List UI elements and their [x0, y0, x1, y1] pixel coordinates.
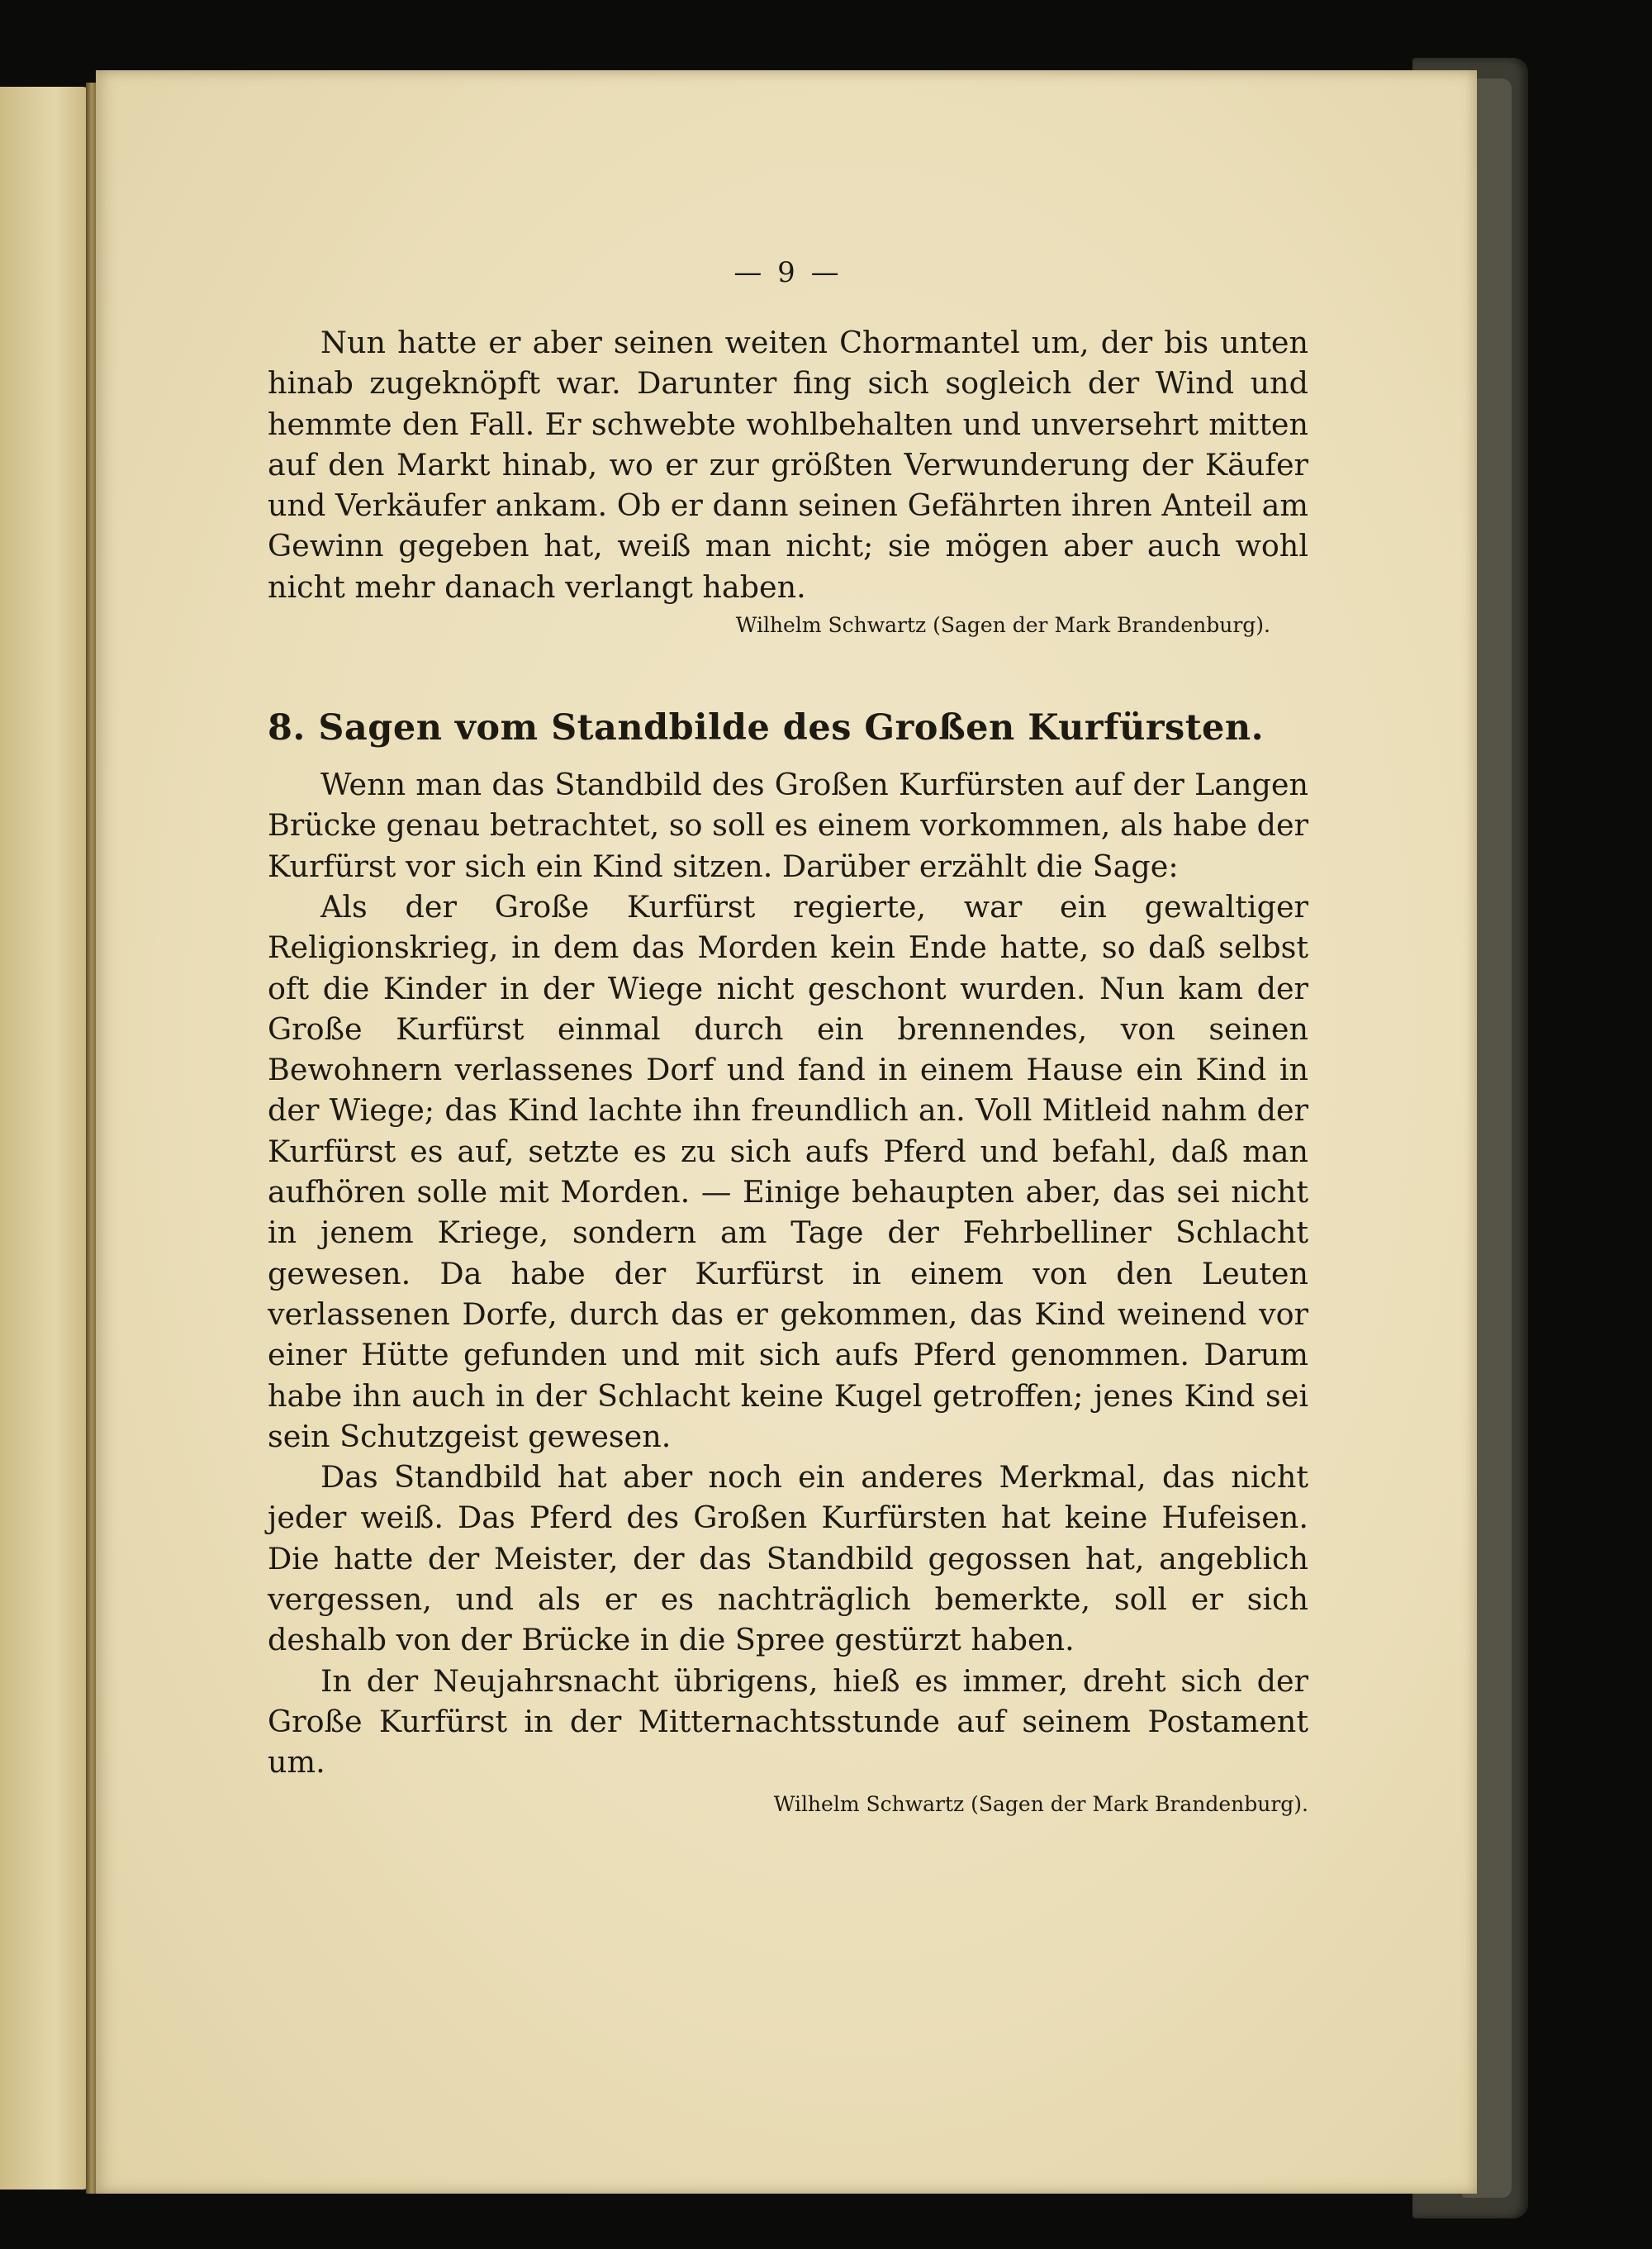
- paragraph-hufeisen: Das Standbild hat aber noch ein anderes Merkmal, das nicht jeder weiß. Das Pferd des Großen Kurfürsten hat keine Hufeisen. Die hatte der Meister, der das Standbild gegossen hat, angeblich vergessen, und als er es nachträglich bemerkte, soll er sich deshalb von der Brücke in die Spree gestürzt haben.: [268, 1459, 1308, 1658]
- page-text: [268, 256, 1308, 1819]
- paragraph-standbild-intro: Wenn man das Standbild des Großen Kurfürsten auf der Langen Brücke genau betrachtet, so soll es einem vorkommen, als habe der Kurfürst vor sich ein Kind sitzen. Darüber erzählt die Sage:: [268, 767, 1308, 884]
- paragraph-chormantel: Nun hatte er aber seinen weiten Chormantel um, der bis unten hinab zugeknöpft war. Darunter fing sich sogleich der Wind und hemmte den Fall. Er schwebte wohlbehalten und unversehrt mitten auf den Markt hinab, wo er zur größten Verwunderung der Käufer und Verkäufer ankam. Ob er dann seinen Gefährten ihren Anteil am Gewinn gegeben hat, weiß man nicht; sie mögen aber auch wohl nicht mehr danach verlangt haben.: [268, 325, 1308, 605]
- previous-page-edge: [0, 87, 91, 2190]
- attribution-source: Wilhelm Schwartz (Sagen der Mark Brandenburg).: [735, 613, 1270, 638]
- paragraph-neujahrsnacht: In der Neujahrsnacht übrigens, hieß es immer, dreht sich der Große Kurfürst in der Mitternachtsstunde auf seinem Postament um.: [268, 1662, 1308, 1781]
- section-heading: 8. Sagen vom Standbilde des Großen Kurfürsten.: [268, 707, 1265, 749]
- page-number: — 9 —: [733, 256, 843, 289]
- paragraph-religionskrieg: Als der Große Kurfürst regierte, war ein gewaltiger Religionskrieg, in dem das Morden kein Ende hatte, so daß selbst oft die Kinder in der Wiege nicht geschont wurden. Nun kam der Große Kurfürst einmal durch ein brennendes, von seinen Bewohnern verlassenes Dorf und fand in einem Hause ein Kind in der Wiege; das Kind lachte ihn freundlich an. Voll Mitleid nahm der Kurfürst es auf, setzte es zu sich aufs Pferd und befahl, daß man aufhören solle mit Morden. — Einige behaupten aber, das sei nicht in jenem Kriege, sondern am Tage der Fehrbelliner Schlacht gewesen. Da habe der Kurfürst in einem von den Leuten verlassenen Dorfe, durch das er gekommen, das Kind weinend vor einer Hütte gefunden und mit sich aufs Pferd genommen. Darum habe ihn auch in der Schlacht keine Kugel getroffen; jenes Kind sei sein Schutzgeist gewesen.: [268, 888, 1308, 1454]
- attribution-source-final: Wilhelm Schwartz (Sagen der Mark Brandenburg).: [773, 1791, 1308, 1816]
- book-page: [96, 70, 1477, 2194]
